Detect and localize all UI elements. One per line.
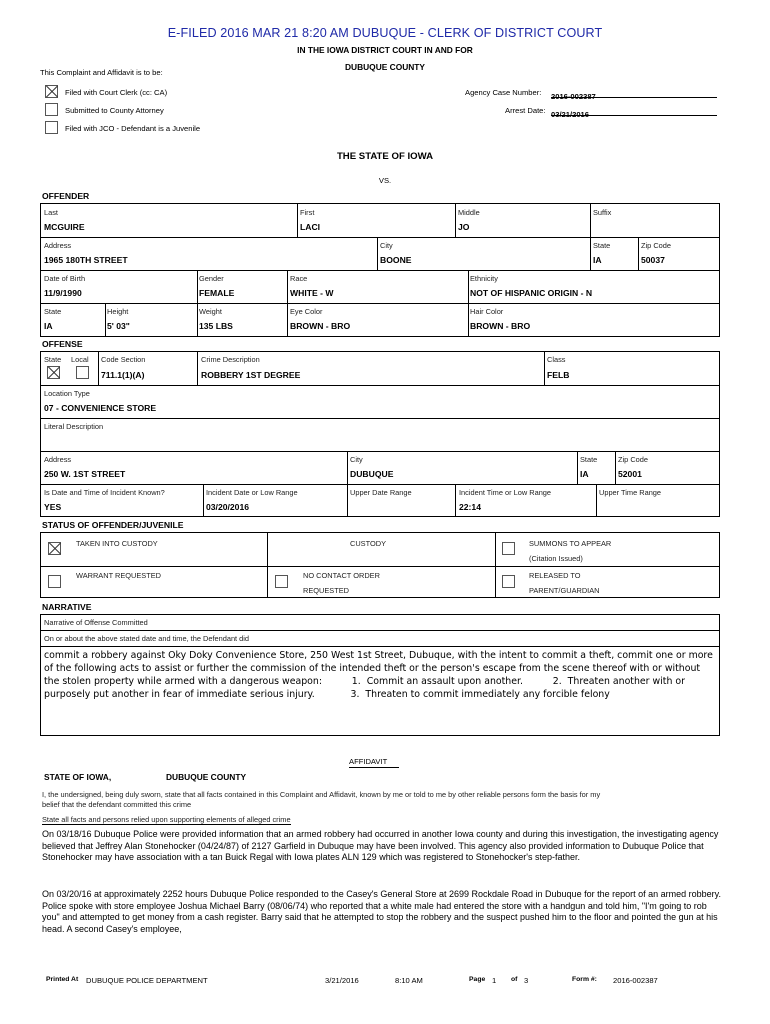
taken-into-custody-label: TAKEN INTO CUSTODY [76,539,158,548]
narrative-label: Narrative of Offense Committed [44,618,148,627]
location-type-value: 07 - CONVENIENCE STORE [44,403,157,413]
no-contact-sub-label: REQUESTED [303,586,349,595]
offender-table [40,203,720,337]
first-name-value: LACI [300,222,321,232]
agency-case-field: 2016-002387 [551,86,717,98]
narrative-intro: On or about the above stated date and time, the Defendant did [44,634,250,643]
warrant-requested-checkbox[interactable] [48,575,61,588]
efiled-stamp: E-FILED 2016 MAR 21 8:20 AM DUBUQUE - CLERK OF DISTRICT COURT [167,26,603,40]
height-value: 5' 03" [107,321,130,331]
offense-city-value: DUBUQUE [350,469,394,479]
page-label: Page [469,976,486,983]
page-total: 3 [524,976,529,985]
suffix-label: Suffix [593,208,612,217]
no-contact-checkbox[interactable] [275,575,288,588]
footer-date: 3/21/2016 [325,976,359,985]
upper-time-label: Upper Time Range [599,488,662,497]
eye-color-label: Eye Color [290,307,323,316]
offense-section-title: OFFENSE [42,339,83,349]
incident-date-label: Incident Date or Low Range [206,488,298,497]
first-name-label: First [300,208,315,217]
summons-sub-label: (Citation Issued) [529,554,583,563]
filed-jco-checkbox[interactable] [45,121,58,134]
offense-address-label: Address [44,455,72,464]
weight-value: 135 LBS [199,321,233,331]
incident-known-value: YES [44,502,62,512]
middle-name-label: Middle [458,208,480,217]
taken-into-custody-checkbox[interactable] [48,542,61,555]
affidavit-paragraph-2: On 03/20/16 at approximately 2252 hours Dubuque Police responded to the Casey's General Store at 2699 Rockdale Road in Dubuque for the report of an armed robbery. Police spoke with store employee Joshua Michael Barry (08/06/74) who reported that a white male had entered the store with a handgun and told him, "I'm going to rob you" and attempted to get money from a cash register. Barry said that he attempted to stop the robbery and the suspect pushed him to the floor and pointed the gun at his head. A second Casey's employee, [42,889,721,934]
code-section-label: Code Section [101,355,146,364]
state-label: State [593,241,611,250]
incident-date-value: 03/20/2016 [206,502,250,512]
offense-address-value: 250 W. 1ST STREET [44,469,126,479]
affidavit-paragraph-1: On 03/18/16 Dubuque Police were provided information that an armed robbery had occurred in another Iowa county and during this investigation, the investigating agency believed that Jeffrey Alan Stonehocker (04/24/87) of 2127 Garfield in Dubuque may have been involved. This agency also provided information to Dubuque Police that Stonehocker may have association with a tan Buick Regal with Iowa plates ALN 129 which was registered to Stonehocker's step-father. [42,829,719,862]
offense-state2-value: IA [580,469,589,479]
offense-city-label: City [350,455,363,464]
class-label: Class [547,355,566,364]
no-contact-label: NO CONTACT ORDER [303,571,380,580]
city-value: BOONE [380,255,412,265]
crime-description-label: Crime Description [201,355,260,364]
dob-value: 11/9/1990 [44,288,82,298]
offense-state-label: State [44,355,62,364]
summons-label: SUMMONS TO APPEAR [529,539,612,548]
court-line-1: IN THE IOWA DISTRICT COURT IN AND FOR [297,45,473,55]
state2-label: State [44,307,62,316]
filed-jco-label: Filed with JCO - Defendant is a Juvenile [65,124,201,133]
submitted-county-attorney-checkbox[interactable] [45,103,58,116]
race-value: WHITE - W [290,288,334,298]
arrest-date-field: 03/21/2016 [551,104,717,116]
gender-value: FEMALE [199,288,235,298]
height-label: Height [107,307,129,316]
incident-known-label: Is Date and Time of Incident Known? [44,488,165,497]
upper-date-label: Upper Date Range [350,488,412,497]
offender-section-title: OFFENDER [42,191,90,201]
code-section-value: 711.1(1)(A) [101,370,145,380]
race-label: Race [290,274,308,283]
offense-local-checkbox[interactable] [76,366,89,379]
summons-checkbox[interactable] [502,542,515,555]
offense-state-checkbox[interactable] [47,366,60,379]
affidavit-state: STATE OF IOWA, [44,772,112,782]
eye-color-value: BROWN - BRO [290,321,351,331]
hair-color-label: Hair Color [470,307,504,316]
zip-value: 50037 [641,255,665,265]
narrative-line-2: of the following acts to assist or further the commission of the intended theft or the person's escape from the scene thereof with or without [44,663,701,674]
ethnicity-label: Ethnicity [470,274,498,283]
offense-zip-label: Zip Code [618,455,648,464]
middle-name-value: JO [458,222,470,232]
narrative-section-title: NARRATIVE [42,602,92,612]
last-name-label: Last [44,208,58,217]
class-value: FELB [547,370,570,380]
released-checkbox[interactable] [502,575,515,588]
affidavit-sworn: I, the undersigned, being duly sworn, state that all facts contained in this Complaint and Affidavit, known by me or told to me by other reliable persons form the basis for my [42,790,601,799]
affidavit-sworn-2: belief that the defendant committed this crime [42,800,192,809]
state2-value: IA [44,321,53,331]
crime-description-value: ROBBERY 1ST DEGREE [201,370,301,380]
footer-department: DUBUQUE POLICE DEPARTMENT [86,976,208,985]
filed-with-clerk-checkbox[interactable] [45,85,58,98]
offense-local-label: Local [71,355,89,364]
affidavit-county: DUBUQUE COUNTY [166,772,247,782]
incident-time-value: 22:14 [459,502,481,512]
footer-time: 8:10 AM [395,976,423,985]
printed-at-label: Printed At [46,976,79,983]
versus: VS. [378,176,392,185]
address-value: 1965 180TH STREET [44,255,128,265]
state-title: THE STATE OF IOWA [336,151,434,162]
warrant-requested-label: WARRANT REQUESTED [76,571,161,580]
weight-label: Weight [199,307,222,316]
state-value: IA [593,255,602,265]
released-sub-label: PARENT/GUARDIAN [529,586,600,595]
arrest-date-label: Arrest Date: [505,106,546,115]
ethnicity-value: NOT OF HISPANIC ORIGIN - N [470,288,593,298]
submitted-county-attorney-label: Submitted to County Attorney [65,106,164,115]
address-label: Address [44,241,72,250]
complaint-to-be-label: This Complaint and Affidavit is to be: [40,68,163,77]
agency-case-label: Agency Case Number: [465,88,542,97]
affidavit-title: AFFIDAVIT [349,757,399,768]
offense-zip-value: 52001 [618,469,642,479]
incident-time-label: Incident Time or Low Range [459,488,552,497]
hair-color-value: BROWN - BRO [470,321,531,331]
narrative-line-3: the stolen property while armed with a dangerous weapon: 1. Commit an assault upon another. 2. Threaten another with or [44,676,685,687]
city-label: City [380,241,393,250]
offense-state2-label: State [580,455,598,464]
custody-label: CUSTODY [350,539,387,548]
form-label: Form #: [572,976,597,983]
filed-with-clerk-label: Filed with Court Clerk (cc: CA) [65,88,168,97]
page-number: 1 [492,976,497,985]
gender-label: Gender [199,274,224,283]
dob-label: Date of Birth [44,274,86,283]
zip-label: Zip Code [641,241,671,250]
form-number: 2016-002387 [613,976,658,985]
status-section-title: STATUS OF OFFENDER/JUVENILE [42,520,184,530]
affidavit-state-facts: State all facts and persons relied upon supporting elements of alleged crime [42,815,291,824]
released-label: RELEASED TO [529,571,581,580]
narrative-line-4: purposely put another in fear of immediate serious injury. 3. Threaten to commit immediately any forcible felony [44,689,610,700]
last-name-value: MCGUIRE [44,222,85,232]
of-label: of [511,976,518,983]
literal-description-label: Literal Description [44,422,104,431]
narrative-line-1: commit a robbery against Oky Doky Convenience Store, 250 West 1st Street, Dubuque, with the intent to commit a theft, commit one or more [44,650,713,661]
location-type-label: Location Type [44,389,90,398]
court-line-2: DUBUQUE COUNTY [344,62,426,72]
